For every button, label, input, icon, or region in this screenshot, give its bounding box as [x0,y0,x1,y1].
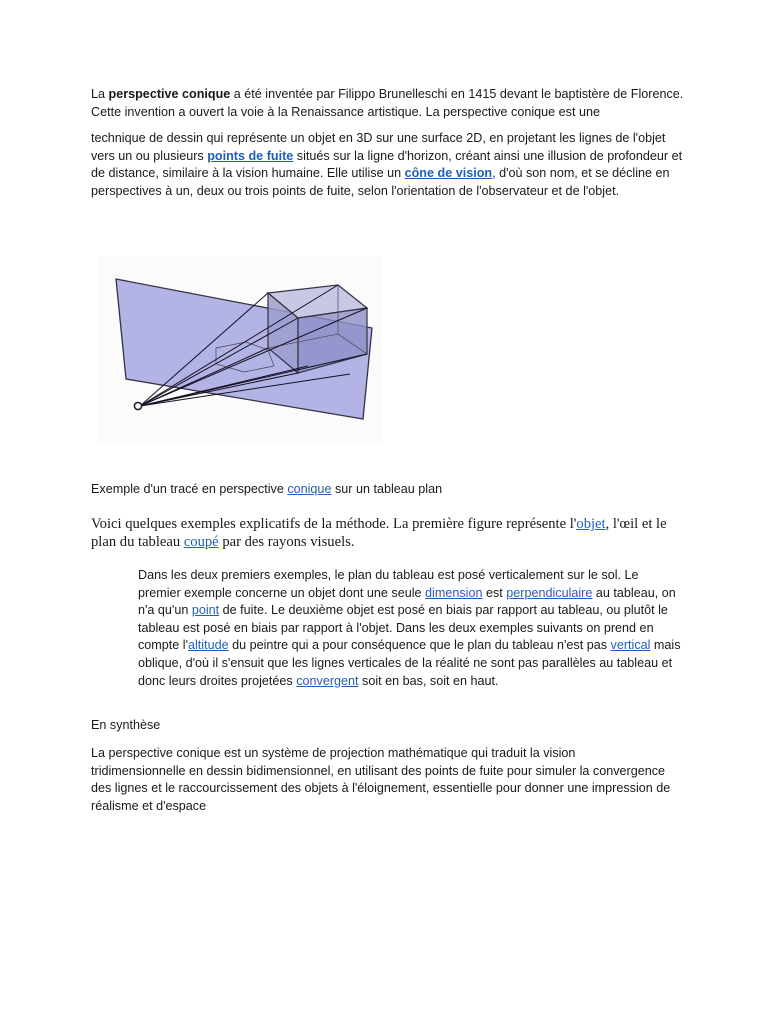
text-run: mais oblique, d'où il s'ensuit que les lignes verticales de la réalité ne sont pas parallèles au tableau et donc leurs droites projetées [138,638,681,688]
text-run: de fuite. Le deuxième objet est posé en biais par rapport au tableau, ou plutôt le tableau est posé en biais par rapport à l'objet. Dans les deux exemples suivants on prend en compte l' [138,603,668,653]
text-run: situés sur la ligne d'horizon, créant ainsi une illusion de profondeur et de distance, similaire à la vision humaine. Elle utilise un [91,148,683,181]
link-coupe[interactable]: coupé [183,534,219,550]
text-run: La [91,87,109,101]
text-run: La perspective conique est un système de projection mathématique qui traduit la vision tridimensionnelle en dessin bidimensionnel, en utilisant des points de fuite pour simuler la convergence des lignes et le raccourcissement des objets à l'éloignement, essentielle pour donner une impression de réalisme et d'espace [91,746,671,813]
text-run: au tableau, on n'a qu'un [138,585,676,618]
perspective-figure [98,256,382,442]
text-run: par des rayons visuels. [218,534,355,550]
link-point[interactable]: point [191,603,220,618]
text-run: soit en bas, soit en haut. [358,673,499,688]
intro-paragraph [91,86,691,121]
link-points-de-fuite[interactable]: points de fuite [207,148,294,163]
definition-paragraph [91,130,691,200]
link-cone-de-vision[interactable]: cône de vision [404,166,493,181]
link-perpendiculaire[interactable]: perpendiculaire [506,585,593,600]
text-run: Exemple d'un tracé en perspective [91,482,288,496]
text-run: du peintre qui a pour conséquence que le plan du tableau n'est pas [228,638,611,653]
text-run: sur un tableau plan [331,482,443,496]
link-dimension[interactable]: dimension [425,585,483,600]
link-convergent[interactable]: convergent [296,673,359,688]
text-run: a été inventée par Filippo Brunelleschi en 1415 devant le baptistère de Florence. Cette invention a ouvert la voie à la Renaissance artistique. La perspective conique est une [91,87,684,119]
text-run: Dans les deux premiers exemples, le plan du tableau est posé verticalement sur le sol. Le premier exemple concerne un objet dont une seule [138,568,639,600]
section-heading-synthese [91,717,691,735]
link-conique[interactable]: conique [287,482,332,496]
link-objet[interactable]: objet [576,516,606,532]
link-vertical[interactable]: vertical [610,638,651,653]
text-run: est [482,585,507,600]
summary-paragraph [91,745,671,815]
examples-paragraph [91,515,691,551]
text-run: technique de dessin qui représente un objet en 3D sur une surface 2D, en projetant les lignes de l'objet vers un ou plusieurs [91,131,666,163]
figure-caption [91,481,691,499]
link-altitude[interactable]: altitude [188,638,229,653]
text-run: Voici quelques exemples explicatifs de la méthode. La première figure représente l' [91,516,577,532]
text-run: En synthèse [91,718,161,732]
text-run: , d'où son nom, et se décline en perspectives à un, deux ou trois points de fuite, selon l'orientation de l'observateur et de l'objet. [91,166,670,198]
indented-explanation [138,567,683,690]
eye-point [134,402,141,409]
text-run: , l'œil et le plan du tableau [91,516,667,550]
bold-term: perspective conique [108,87,231,101]
